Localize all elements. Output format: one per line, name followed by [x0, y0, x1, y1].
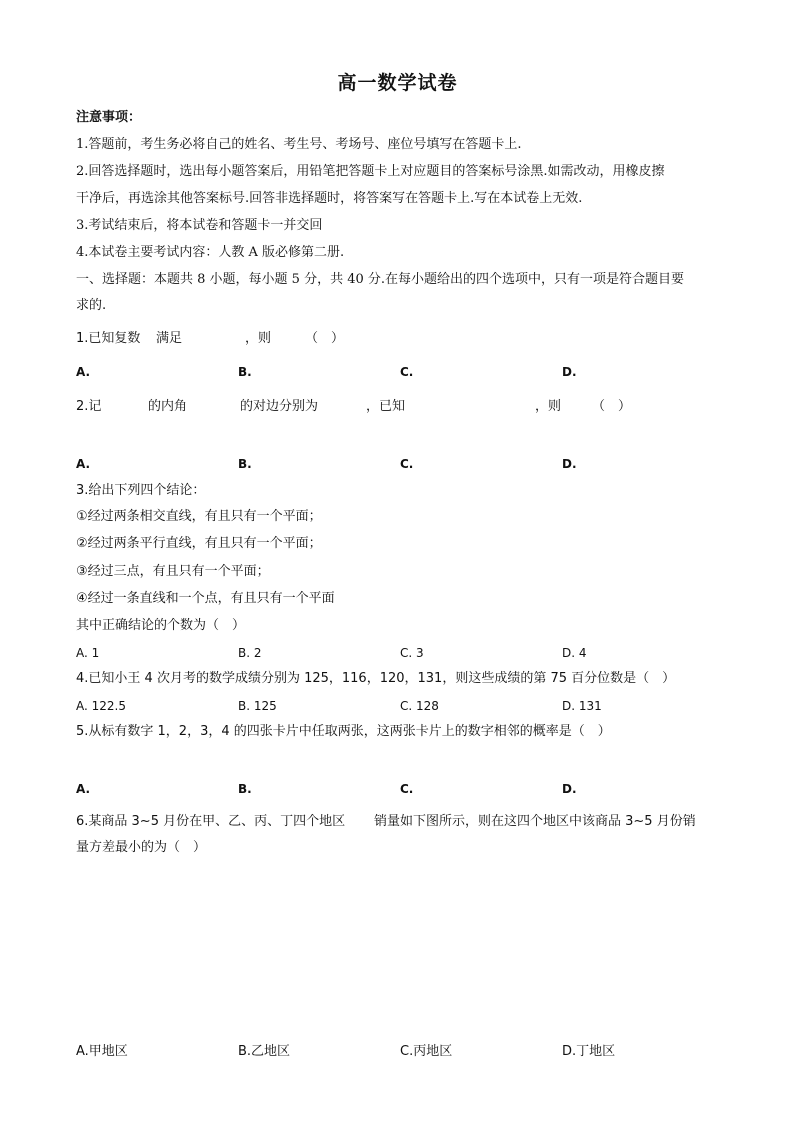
q3-option-d: D. 4 — [562, 646, 587, 660]
notice-item: 1.答题前，考生务必将自己的姓名、考生号、考场号、座位号填写在答题卡上. — [76, 137, 522, 152]
q3-statement: ③经过三点，有且只有一个平面； — [76, 564, 270, 579]
q3-option-b: B. 2 — [238, 646, 262, 660]
q3-option-a: A. 1 — [76, 646, 100, 660]
q6-option-a: A.甲地区 — [76, 1044, 128, 1059]
q3-option-c: C. 3 — [400, 646, 424, 660]
notice-heading: 注意事项： — [76, 110, 142, 125]
section-heading: 一、选择题：本题共 8 小题，每小题 5 分，共 40 分.在每小题给出的四个选项中，只有一项是符合题目要 — [76, 272, 685, 287]
page-title: 高一数学试卷 — [337, 72, 458, 94]
q3-statement: ①经过两条相交直线，有且只有一个平面； — [76, 509, 322, 524]
q6-figure-area — [76, 870, 726, 1030]
q2-bracket: （ ） — [592, 399, 632, 414]
notice-item: 干净后，再选涂其他答案标号.回答非选择题时，将答案写在答题卡上.写在本试卷上无效. — [76, 191, 583, 206]
q2-option-b: B. — [238, 457, 252, 471]
q6-option-d: D.丁地区 — [562, 1044, 616, 1059]
q1-option-d: D. — [562, 365, 577, 379]
q3-statement: ②经过两条平行直线，有且只有一个平面； — [76, 536, 322, 551]
q3-question: 其中正确结论的个数为（ ） — [76, 618, 246, 633]
section-heading-cont: 求的. — [76, 298, 107, 313]
q4-option-d: D. 131 — [562, 699, 602, 713]
q5-option-c: C. — [400, 782, 414, 796]
q2-text: 2.记 — [76, 399, 102, 414]
q5-option-d: D. — [562, 782, 577, 796]
q1-option-b: B. — [238, 365, 252, 379]
q2-option-c: C. — [400, 457, 414, 471]
q6-text-cont: 量方差最小的为（ ） — [76, 840, 207, 855]
q1-option-a: A. — [76, 365, 91, 379]
q2-text: 的对边分别为 — [240, 399, 319, 414]
q6-text: 6.某商品 3~5 月份在甲、乙、丙、丁四个地区 — [76, 814, 346, 829]
q6-option-b: B.乙地区 — [238, 1044, 291, 1059]
q3-stem: 3.给出下列四个结论： — [76, 483, 206, 498]
q4-stem: 4.已知小王 4 次月考的数学成绩分别为 125，116，120，131，则这些成绩的第 75 百分位数是（ ） — [76, 671, 676, 686]
q1-option-c: C. — [400, 365, 414, 379]
q4-option-b: B. 125 — [238, 699, 277, 713]
notice-item: 4.本试卷主要考试内容：人教 A 版必修第二册. — [76, 245, 345, 260]
q4-option-a: A. 122.5 — [76, 699, 126, 713]
q3-statement: ④经过一条直线和一个点，有且只有一个平面 — [76, 591, 335, 606]
q5-option-b: B. — [238, 782, 252, 796]
q4-option-c: C. 128 — [400, 699, 439, 713]
q2-text: 的内角 — [148, 399, 188, 414]
q6-option-c: C.丙地区 — [400, 1044, 453, 1059]
q1-text: ，则 — [245, 331, 272, 346]
q2-text: ，已知 — [366, 399, 406, 414]
q6-text: 销量如下图所示，则在这四个地区中该商品 3~5 月份销 — [374, 814, 696, 829]
q5-option-a: A. — [76, 782, 91, 796]
q2-text: ，则 — [535, 399, 562, 414]
notice-item: 3.考试结束后，将本试卷和答题卡一并交回 — [76, 218, 323, 233]
notice-item: 2.回答选择题时，选出每小题答案后，用铅笔把答题卡上对应题目的答案标号涂黑.如需改动，用橡皮擦 — [76, 164, 665, 179]
q1-text: 1.已知复数 — [76, 331, 141, 346]
q1-text: 满足 — [156, 331, 183, 346]
q5-stem: 5.从标有数字 1，2，3，4 的四张卡片中任取两张，这两张卡片上的数字相邻的概率是（ ） — [76, 724, 611, 739]
q1-bracket: （ ） — [305, 331, 345, 346]
q2-option-a: A. — [76, 457, 91, 471]
q2-option-d: D. — [562, 457, 577, 471]
